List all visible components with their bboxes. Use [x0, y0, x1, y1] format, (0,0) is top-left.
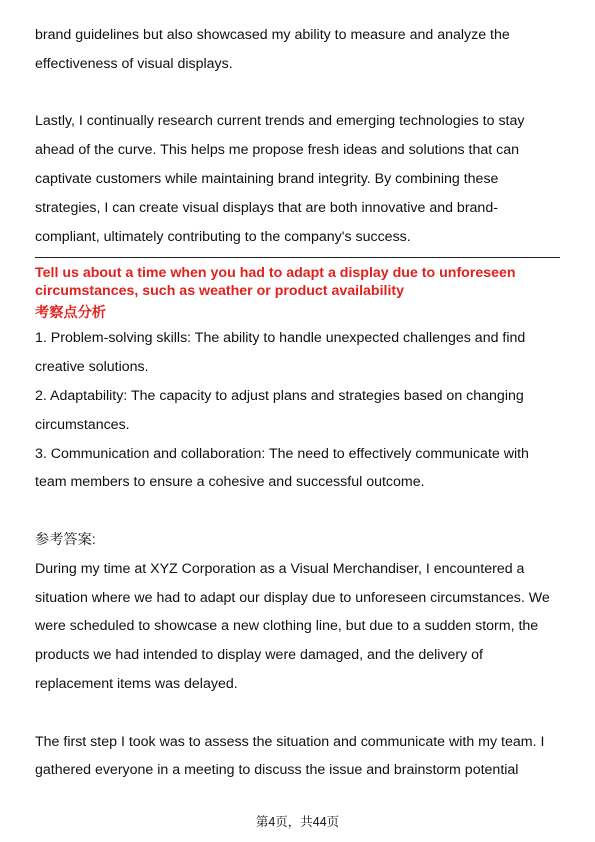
analysis-item: 2. Adaptability: The capacity to adjust plans and strategies based on changing circumstances.	[35, 387, 524, 433]
analysis-item: 1. Problem-solving skills: The ability to handle unexpected challenges and find creative solutions.	[35, 330, 526, 376]
analysis-item: 3. Communication and collaboration: The need to effectively communicate with team members to ensure a cohesive and successful outcome.	[35, 445, 529, 491]
body-paragraph: Lastly, I continually research current trends and emerging technologies to stay ahead of the curve. This helps me propose fresh ideas and solutions that can captivate customers while maintaining brand integrity. By combining these strategies, I can create visual displays that are both innovative and brand-compliant, ultimately contributing to the company's success.	[35, 113, 525, 245]
section-divider	[35, 257, 560, 258]
paragraph-spacer	[35, 699, 560, 728]
analysis-heading: 考察点分析	[35, 305, 106, 322]
paragraph-spacer	[35, 497, 560, 526]
answer-heading: 参考答案:	[35, 531, 96, 548]
answer-paragraph: During my time at XYZ Corporation as a Visual Merchandiser, I encountered a situation where we had to adapt our display due to unforeseen circumstances. We were scheduled to showcase a new clothing line, but due to a sudden storm, the products we had intended to display were damaged, and the delivery of replacement items was delayed.	[35, 560, 550, 692]
answer-paragraph: The first step I took was to assess the situation and communicate with my team. I gathered everyone in a meeting to discuss the issue and brainstorm potential	[35, 733, 545, 779]
question-heading: Tell us about a time when you had to adapt a display due to unforeseen circumstances, such as weather or product availability	[35, 265, 516, 300]
paragraph-spacer	[35, 79, 560, 108]
page-content	[35, 21, 560, 785]
body-paragraph: brand guidelines but also showcased my ability to measure and analyze the effectiveness of visual displays.	[35, 27, 510, 72]
page-number-footer: 第4页，共44页	[255, 815, 340, 829]
